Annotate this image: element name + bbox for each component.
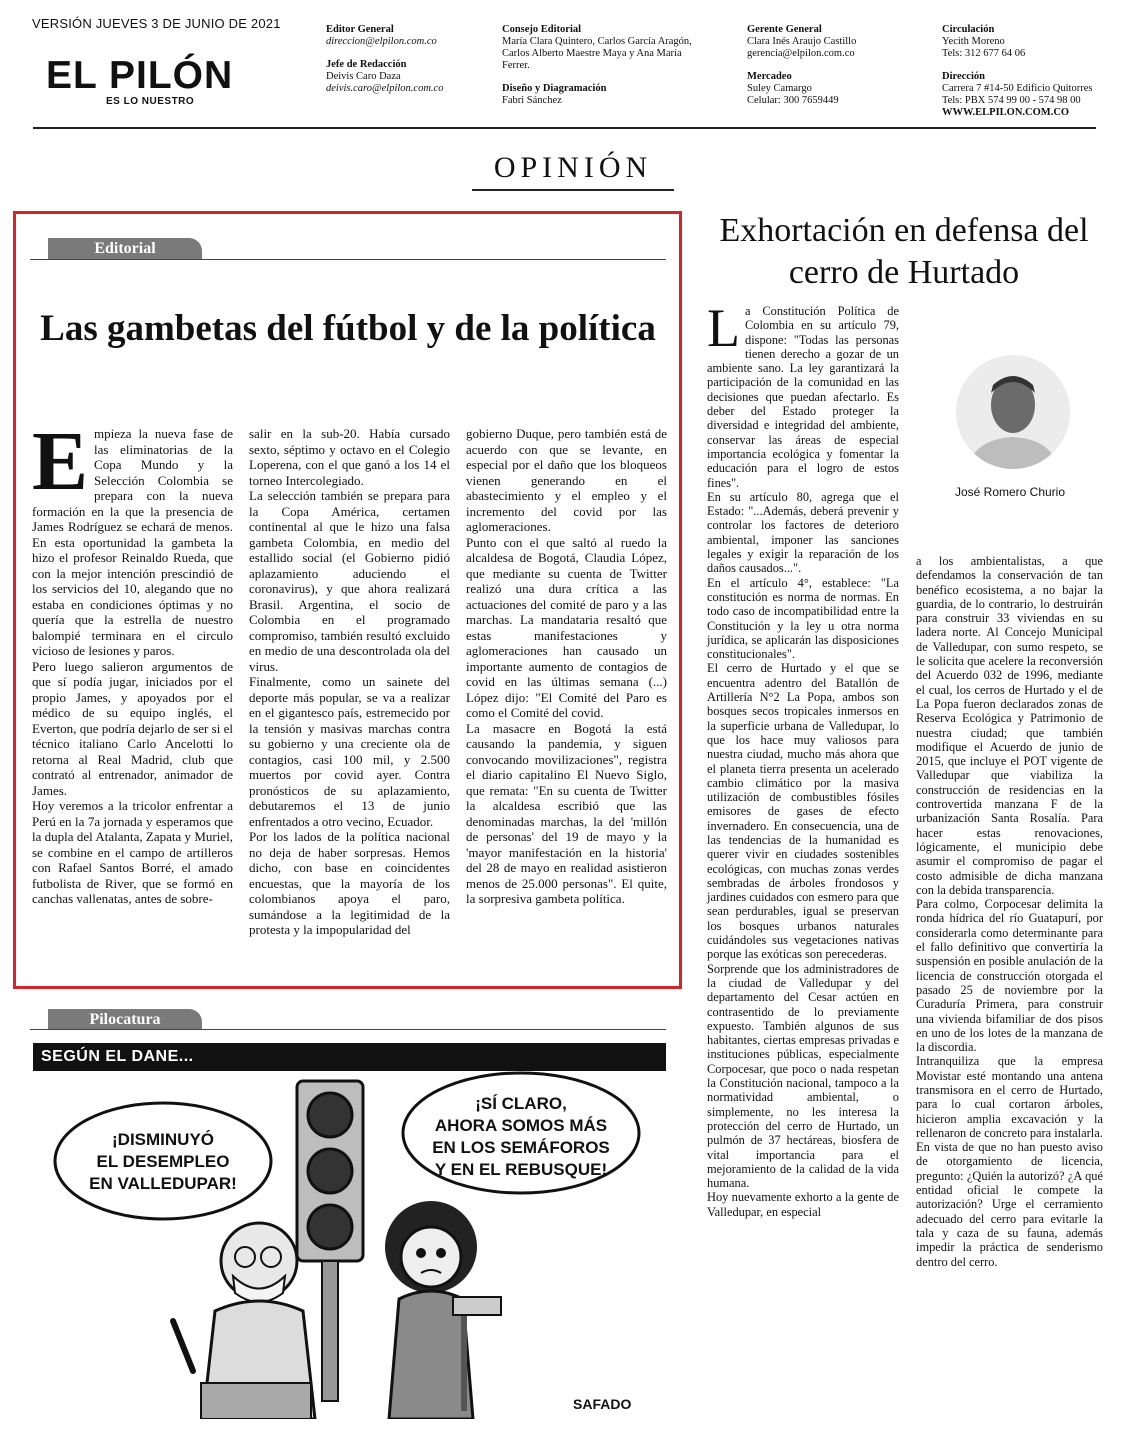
paragraph: Hoy veremos a la tricolor enfrentar a Perú en la 7a jornada y esperamos que la dupla del Atalanta, Zapata y Muriel, se combine en el campo de artilleros con Rafael Santos Borré, el amado futbolista de River, que se formó en canchas vallenatas, antes de sobre- [32, 798, 233, 906]
paragraph: mpieza la nueva fase de las eliminatorias de la Copa Mundo y la Selección Colombia se prepara con la nueva formación en la que la presencia de James Rodríguez se echará de menos. En esta oportunidad la gambeta la hizo el profesor Reinaldo Rueda, que con la mejor intención prescindió de los servicios del 10, alegando que no estaba en condiciones óptimas y no quería que la estrella de nuestro balompié terminara en el circulo vicioso de lesiones y paros. [32, 426, 233, 658]
official-character-icon [173, 1223, 315, 1419]
paragraph: Pero luego salieron argumentos de que sí podía jugar, iniciados por el propio James, y apoyados por el médico de su equipo inglés, el Everton, que podría dejarlo de ser si el técnico italiano Carlo Ancelotti lo retorna al Real Madrid, club que contrató al entrenador, animador de James. [32, 658, 233, 798]
paragraph: a Constitución Política de Colombia en su artículo 79, dispone: "Todas las personas tienen derecho a gozar de un ambiente sano. La ley garantizará la participación de la comunidad en las decisiones que puedan afectarlo. Es deber del Estado proteger la diversidad e integridad del ambiente, conservar las áreas de especial importancia ecológica y fomentar la educación para el logro de estos fines". [707, 304, 899, 490]
cartoon-tab: Pilocatura [48, 1009, 202, 1030]
paragraph: La masacre en Bogotá la está causando la pandemia, y siguen convocando movilizaciones", registra el diario capitalino El Nuevo Siglo, que remata: "En su cuenta de Twitter la alcaldesa escribió que las denominadas marchas, la del 'millón de personas' del 19 de mayo y la 'mayor manifestación en la historia' del 28 de mayo en realidad asistieron menos de 25.000 personas". El quite, la sorpresiva gambeta política. [466, 720, 667, 906]
editorial-headline: Las gambetas del fútbol y de la política [40, 308, 656, 349]
bubble-line: Y EN EL REBUSQUE! [434, 1160, 608, 1179]
edition-date: VERSIÓN JUEVES 3 DE JUNIO DE 2021 [32, 16, 281, 31]
paragraph: En vista de que no han puesto aviso de otorgamiento de licencia, pregunto: ¿Quién la autorizó? ¿A qué entidad oficial le compete la autorización? Urge el cerramiento adecuado del cerro para evitarle la tala y caza de su fauna, además impedir la práctica de senderismo dentro del cerro. [916, 1140, 1103, 1269]
staff-phone: Celular: 300 7659449 [747, 95, 839, 106]
staff-name: María Clara Quintero, Carlos García Aragón, [502, 36, 692, 47]
staff-title: Editor General [326, 24, 394, 35]
cartoon-divider [30, 1029, 666, 1030]
editorial-column-1 [32, 415, 233, 907]
masthead-divider [33, 127, 1096, 129]
speech-bubble-right [403, 1073, 639, 1193]
staff-block-editors [326, 24, 443, 95]
staff-name: Suley Camargo [747, 83, 812, 94]
opinion-column-1 [707, 298, 899, 1219]
staff-block-council [502, 24, 692, 107]
staff-name: Ferrer. [502, 60, 530, 71]
staff-title: Consejo Editorial [502, 24, 582, 35]
paragraph: El cerro de Hurtado y el que se encuentra adentro del Batallón de Artillería N°2 La Popa, ambos son bosques secos tropicales inmersos en la superficie urbana de Valledupar, lo que los hace muy valiosos para nuestra ciudad, mucho más ahora que el planeta tierra presenta un acelerado cambio climático por la masiva utilización de combustibles fósiles emisores de gases de efecto invernadero. En consecuencia, una de las tendencias de la humanidad es querer vivir en ciudades sostenibles ecológicas, con muchas zonas verdes sembradas de árboles frondosos y jardines cuidados con esmero para que sean perdurables, igual se preservan los bosques urbanos naturales cuidándoles sus vegetaciones nativas porque las exóticas son perecederas. [707, 661, 899, 962]
speech-bubble-left [55, 1103, 271, 1219]
paragraph: Punto con el que saltó al ruedo la alcaldesa de Bogotá, Claudia López, que mediante su cuenta de Twitter realizó una dura crítica a las actuaciones del comité de paro y a las marchas. La mandataria resaltó que estas manifestaciones y aglomeraciones han causado un importante aumento de contagios de covid en las últimas semana (...) López dijo: "El Comité del Paro es como el Comité del covid. [466, 534, 667, 720]
staff-name: Deivis Caro Daza [326, 71, 401, 82]
newspaper-tagline: ES LO NUESTRO [106, 96, 195, 107]
staff-name: Fabri Sánchez [502, 95, 562, 106]
staff-title: Gerente General [747, 24, 822, 35]
bubble-line: EN LOS SEMÁFOROS [432, 1138, 610, 1157]
staff-phone: Tels: PBX 574 99 00 - 574 98 00 [942, 95, 1081, 106]
staff-title: Circulación [942, 24, 995, 35]
paragraph: Hoy nuevamente exhorto a la gente de Valledupar, en especial [707, 1190, 899, 1219]
staff-title: Diseño y Diagramación [502, 83, 607, 94]
author-name: José Romero Churio [954, 485, 1066, 499]
editorial-divider [30, 259, 666, 260]
editorial-tab: Editorial [48, 238, 202, 259]
staff-email: gerencia@elpilon.com.co [747, 48, 855, 59]
cartoon-title-bar: SEGÚN EL DANE... [33, 1043, 666, 1071]
paragraph: La selección también se prepara para la Copa América, certamen continental al que le hizo una falsa gambeta Colombia, en medio del estallido social (el Gobierno pidió aplazamiento aduciendo el coronavirus), y que ahora realizará Brasil. Argentina, el socio de Colombia en el programado compromiso, también resultó excluido en medio de una descontrolada ola del virus. [249, 488, 450, 674]
paragraph: En su artículo 80, agrega que el Estado: "...Además, deberá prevenir y controlar los factores de deterioro ambiental, imponer las sanciones legales y exigir la reparación de los daños causados...". [707, 489, 899, 576]
cartoonist-signature: SAFADO [573, 1396, 632, 1412]
staff-name: Yecith Moreno [942, 36, 1005, 47]
staff-phone: Tels: 312 677 64 06 [942, 48, 1026, 59]
staff-email: deivis.caro@elpilon.com.co [326, 83, 444, 94]
paragraph: salir en la sub-20. Había cursado sexto, séptimo y octavo en el Colegio Loperena, con el que ganó a los 14 el torneo Intercolegiado. [249, 426, 450, 488]
bubble-line: EL DESEMPLEO [96, 1152, 230, 1171]
bubble-line: ¡SÍ CLARO, [475, 1094, 567, 1113]
section-title: OPINIÓN [493, 151, 653, 184]
paragraph: gobierno Duque, pero también está de acuerdo con que se levante, en especial por el daño que los bloqueos vienen generando en el abastecimiento y el empleo y el incremento del covid por las aglomeraciones. [466, 426, 667, 534]
editorial-column-2 [249, 426, 450, 938]
drop-cap: E [32, 415, 89, 508]
bubble-line: AHORA SOMOS MÁS [434, 1116, 608, 1135]
paragraph: Finalmente, como un sainete del deporte más popular, se va a realizar en el gigantesco país, estremecido por la tensión y masivas marchas contra su gobierno y una creciente ola de contagios, casi 100 mil, y 2.500 muertos por covid ayer. Contra pronósticos de su aplazamiento, debutaremos el 13 de junio enfrentados a otro vecino, Ecuador. [249, 674, 450, 829]
staff-block-management [747, 24, 856, 107]
author-photo [953, 353, 1073, 471]
address: Carrera 7 #14-50 Edificio Quitorres [942, 83, 1093, 94]
opinion-column-2 [916, 554, 1103, 1269]
bubble-line: EN VALLEDUPAR! [89, 1174, 237, 1193]
section-divider [472, 189, 674, 191]
paragraph: Por los lados de la política nacional no deja de haber sorpresas. Hemos dicho, con base en coincidentes encuestas, que la mayoría de los colombianos apoya el paro, sumándose a la legitimidad de la protesta y la impopularidad del [249, 829, 450, 937]
drop-cap: L [707, 298, 740, 358]
staff-name: Clara Inés Araujo Castillo [747, 36, 857, 47]
paragraph: Sorprende que los administradores de la ciudad de Valledupar y del departamento del Cesar actúen en contrasentido de lo previamente expuesto. También algunos de sus habitantes, ciertas empresas privadas e instituciones públicas, especialmente Corpocesar, que poco o nada respetan la Constitución nacional, tampoco a la normatividad ambiental, o simplemente, no les interesa la protección del cerro de Hurtado, un pulmón de 37 hectáreas, biosfera de vital importancia para el mejoramiento de la calidad de la vida humana. [707, 961, 899, 1191]
opinion-headline: Exhortación en defensa del cerro de Hurtado [719, 212, 1089, 291]
editorial-column-3 [466, 426, 667, 907]
staff-email: direccion@elpilon.com.co [326, 36, 437, 47]
staff-name: Carlos Alberto Maestre Maya y Ana María [502, 48, 682, 59]
vendor-character-icon [385, 1201, 501, 1419]
staff-title: Mercadeo [747, 71, 792, 82]
staff-title: Jefe de Redacción [326, 59, 407, 70]
staff-title: Dirección [942, 71, 985, 82]
newspaper-logo[interactable]: EL PILÓN [46, 54, 234, 97]
cartoon-illustration [33, 1071, 666, 1419]
paragraph: a los ambientalistas, a que defendamos la conservación de tan benéfico ecosistema, a no bajar la guardia, de lo contrario, lo destruirán para construir 33 viviendas en su ladera norte. Al Concejo Municipal de Valledupar, con sumo respeto, se le solicita que acelere la reconversión del Acuerdo 032 de 1996, mediante el cual, los cerros de Hurtado y el de La Popa fueron declarados zonas de Reserva Ecológica y Patrimonio de nuestra ciudad; que también modifique el Acuerdo de junio de 2015, que incluye el POT vigente de Valledupar que viabiliza la construcción de residencias en la controvertida manzana F de la urbanización Santa Rosalía. Para hacer estas renovaciones, lógicamente, el municipio debe asumir el compromiso de pagar el costo admisible de dicha manzana con la debida transparencia. [916, 554, 1103, 897]
paragraph: Para colmo, Corpocesar delimita la ronda hídrica del río Guatapurí, por considerarla como determinante para el fallo definitivo que convertiría la suspensión en posible anulación de la licencia de construcción otorgada el pasado 25 de noviembre por la Curaduría Primera, para construir una vivienda bifamiliar de dos pisos en uno de los lotes de la manzana de la discordia. [916, 897, 1103, 1055]
paragraph: En el artículo 4°, establece: "La constitución es norma de normas. En todo caso de incompatibilidad entre la Constitución y la ley u otra norma jurídica, se aplicarán las disposiciones constitucionales". [707, 575, 899, 662]
paragraph: Intranquiliza que la empresa Movistar esté montando una antena transmisora en el cerro de Hurtado, para lo cual cortaron árboles, hicieron amplia excavación y la rellenaron de concreto para instalarla. [916, 1054, 1103, 1140]
website-link[interactable]: WWW.ELPILON.COM.CO [942, 107, 1070, 118]
staff-block-contact [942, 24, 1092, 119]
bubble-line: ¡DISMINUYÓ [112, 1130, 214, 1149]
